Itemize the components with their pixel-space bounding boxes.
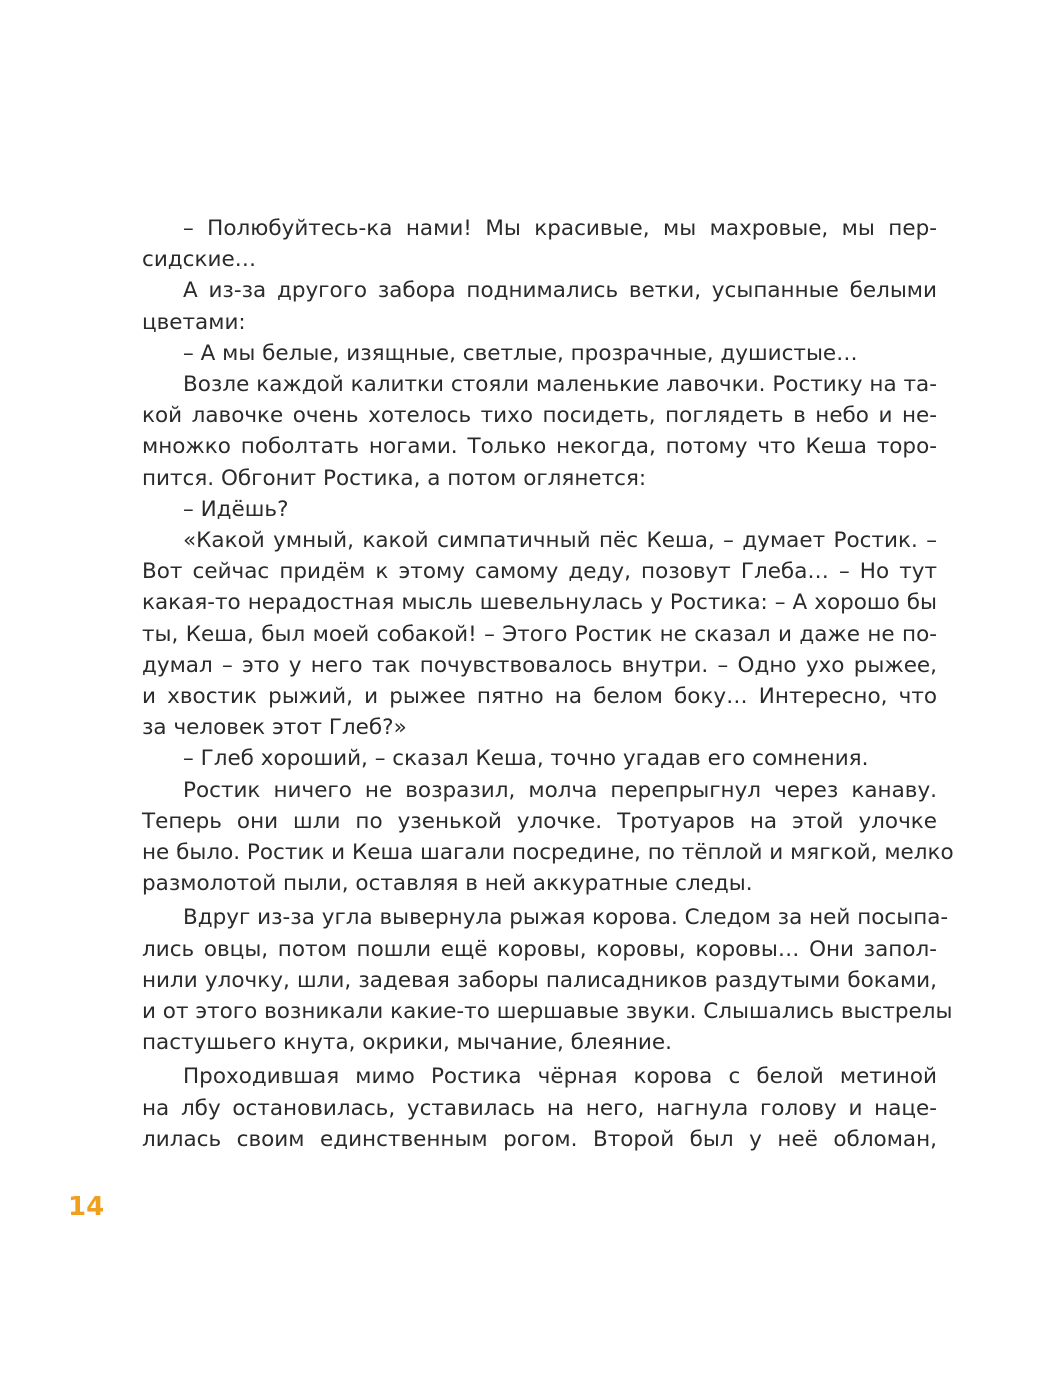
text-line: Ростик ничего не возразил, молча перепрыгнул через канаву. [183, 777, 937, 803]
paragraph [142, 338, 937, 369]
text-line: пастушьего кнута, окрики, мычание, блеяние. [142, 1030, 672, 1056]
text-line: лись овцы, потом пошли ещё коровы, коровы, коровы… Они запол- [142, 936, 937, 962]
paragraph [142, 369, 937, 494]
paragraph [142, 775, 954, 900]
text-line: множко поболтать ногами. Только некогда, потому что Кеша торо- [142, 434, 937, 460]
text-line: цветами: [142, 309, 246, 335]
book-page-text [142, 213, 954, 1155]
text-line: и хвостик рыжий, и рыжее пятно на белом боку… Интересно, что [142, 684, 937, 710]
text-line: какая-то нерадостная мысль шевельнулась у Ростика: – А хорошо бы [142, 590, 937, 616]
text-line: – Идёшь? [183, 496, 289, 522]
text-line: ты, Кеша, был моей собакой! – Этого Ростик не сказал и даже не по- [142, 621, 937, 647]
text-line: на лбу остановилась, уставилась на него, нагнула голову и наце- [142, 1095, 937, 1121]
text-line: Проходившая мимо Ростика чёрная корова с белой метиной [183, 1064, 937, 1090]
text-line: «Какой умный, какой симпатичный пёс Кеша, – думает Ростик. – [183, 528, 937, 554]
text-line: пится. Обгонит Ростика, а потом оглянется: [142, 465, 647, 491]
text-line: размолотой пыли, оставляя в ней аккуратные следы. [142, 871, 753, 897]
text-line: кой лавочке очень хотелось тихо посидеть, поглядеть в небо и не- [142, 403, 937, 429]
text-line: думал – это у него так почувствовалось внутри. – Одно ухо рыжее, [142, 652, 937, 678]
paragraph [142, 743, 937, 774]
paragraph [142, 902, 953, 1058]
text-line: и от этого возникали какие-то шершавые звуки. Слышались выстрелы [142, 999, 953, 1025]
text-line: Возле каждой калитки стояли маленькие лавочки. Ростику на та- [183, 372, 937, 398]
text-line: – Глеб хороший, – сказал Кеша, точно угадав его сомнения. [183, 746, 869, 772]
page-number: 14 [68, 1192, 105, 1222]
text-line: – А мы белые, изящные, светлые, прозрачные, душистые… [183, 340, 858, 366]
paragraph [142, 1061, 937, 1155]
paragraph [142, 275, 937, 337]
text-line: за человек этот Глеб?» [142, 715, 407, 741]
paragraph [142, 525, 937, 743]
text-line: сидские… [142, 247, 257, 273]
text-line: лилась своим единственным рогом. Второй был у неё обломан, [142, 1126, 937, 1152]
text-line: не было. Ростик и Кеша шагали посредине, по тёплой и мягкой, мелко [142, 840, 954, 866]
text-line: Теперь они шли по узенькой улочке. Тротуаров на этой улочке [142, 808, 937, 834]
paragraph [142, 494, 937, 525]
paragraph [142, 213, 937, 275]
text-line: А из-за другого забора поднимались ветки, усыпанные белыми [183, 278, 937, 304]
text-line: нили улочку, шли, задевая заборы палисадников раздутыми боками, [142, 967, 937, 993]
text-line: Вдруг из-за угла вывернула рыжая корова. Следом за ней посыпа- [183, 905, 949, 931]
text-line: Вот сейчас придём к этому самому деду, позовут Глеба… – Но тут [142, 559, 937, 585]
text-line: – Полюбуйтесь-ка нами! Мы красивые, мы махровые, мы пер- [183, 216, 937, 241]
